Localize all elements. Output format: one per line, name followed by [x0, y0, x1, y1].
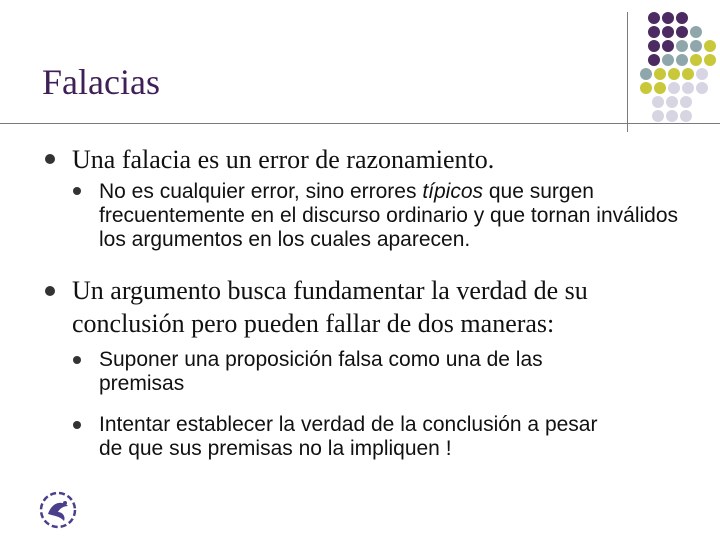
decorative-dot: [640, 82, 652, 94]
decorative-dot: [662, 40, 674, 52]
decorative-dot: [654, 68, 666, 80]
decorative-dot: [696, 68, 708, 80]
sub-bullet-2-2-text: Intentar establecer la verdad de la conclusión a pesar de que sus premisas no la impliquen !: [99, 413, 598, 460]
bullet-dot: [45, 286, 55, 296]
decorative-dot: [654, 82, 666, 94]
sub-bullet-dot: [73, 356, 81, 364]
decorative-dot: [676, 54, 688, 66]
decorative-dot: [648, 54, 660, 66]
decorative-dot: [652, 96, 664, 108]
sub-bullet-dot: [73, 421, 81, 429]
decorative-dot: [690, 54, 702, 66]
bullet-dot: [45, 154, 55, 164]
decorative-dot: [690, 26, 702, 38]
decorative-dot: [680, 96, 692, 108]
decorative-dot: [662, 26, 674, 38]
decorative-dot: [704, 54, 716, 66]
decorative-dot: [666, 110, 678, 122]
decorative-dot: [662, 54, 674, 66]
decorative-dot: [690, 40, 702, 52]
sub-bullet-dot: [73, 187, 81, 195]
bullet-2-text: Un argumento busca fundamentar la verdad de su conclusión pero pueden fallar de dos maneras:: [72, 276, 588, 338]
decorative-dot: [666, 96, 678, 108]
decorative-dot: [668, 68, 680, 80]
decorative-dot: [648, 12, 660, 24]
decorative-dot: [682, 68, 694, 80]
decorative-dot: [682, 82, 694, 94]
decorative-dot: [676, 40, 688, 52]
decorative-dot: [668, 82, 680, 94]
logo-icon: [38, 490, 78, 530]
decorative-dot: [704, 40, 716, 52]
decorative-dot: [662, 12, 674, 24]
decorative-dot: [648, 26, 660, 38]
slide-title: Falacias: [42, 62, 160, 102]
decorative-dot: [680, 110, 692, 122]
sub-bullet-1-1-text: No es cualquier error, sino errores típicos que surgen frecuentemente en el discurso ordinario y que tornan inválidos los argumentos en los cuales aparecen.: [99, 180, 679, 251]
sub-bullet-2-1-text: Suponer una proposición falsa como una de las premisas: [99, 348, 543, 395]
decorative-dot: [640, 68, 652, 80]
decorative-dot: [652, 110, 664, 122]
decorative-dot: [696, 82, 708, 94]
title-divider: [0, 123, 720, 124]
decorative-dot: [676, 26, 688, 38]
bullet-1-text: Una falacia es un error de razonamiento.: [72, 145, 495, 174]
decorative-dot: [676, 12, 688, 24]
vertical-divider: [627, 12, 628, 132]
decorative-dot: [648, 40, 660, 52]
